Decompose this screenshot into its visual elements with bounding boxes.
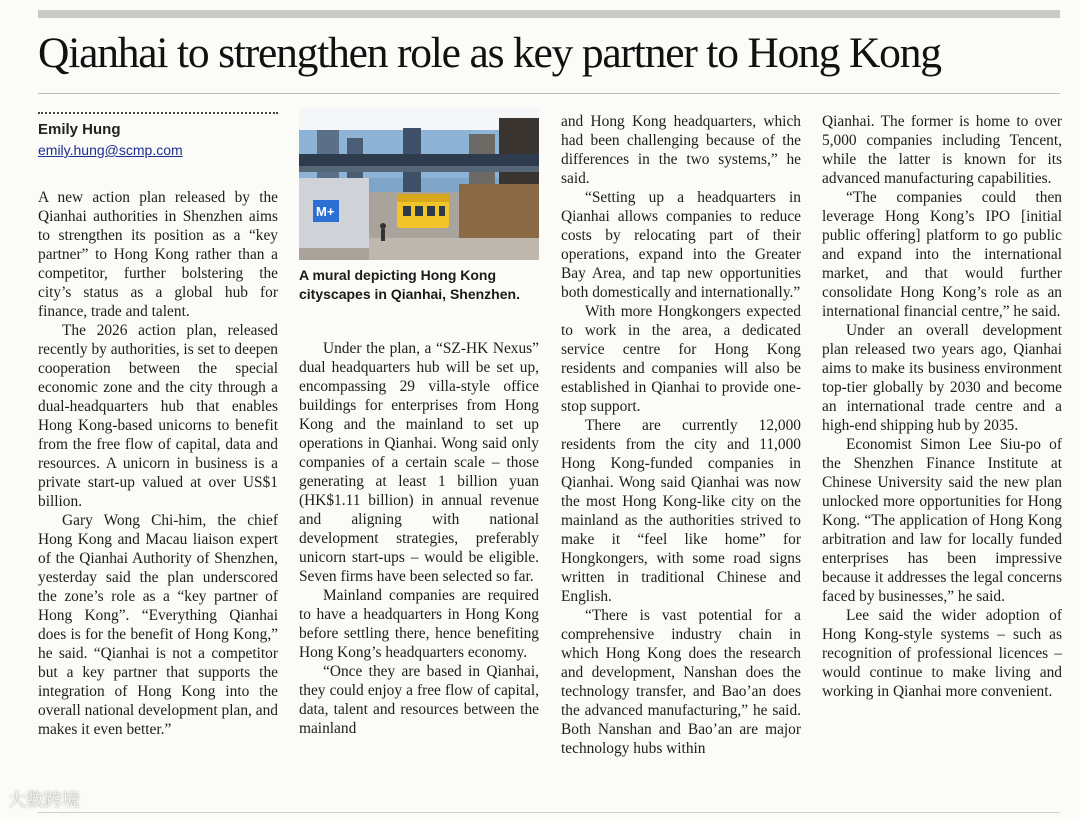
headline-rule [38, 93, 1060, 94]
bottom-rule [38, 812, 1060, 813]
headline: Qianhai to strengthen role as key partner to Hong Kong [38, 29, 941, 77]
article-column-2 [299, 339, 539, 738]
paragraph: Mainland companies are required to have a headquarters in Hong Kong before settling there, hence benefiting Hong Kong’s headquarters economy. [299, 587, 539, 661]
paragraph: With more Hongkongers expected to work in the area, a dedicated service centre for Hong Kong residents and companies will also be established in Qianhai to provide one-stop support. [561, 303, 801, 415]
paragraph: A new action plan released by the Qianhai authorities in Shenzhen aims to strengthen its position as a “key partner” to Hong Kong rather than a competitor, further bolstering the city’s status as a global hub for finance, trade and talent. [38, 189, 278, 320]
paragraph: and Hong Kong headquarters, which had been challenging because of the differences in the two systems,” he said. [561, 113, 801, 187]
paragraph: “Once they are based in Qianhai, they could enjoy a free flow of capital, data, talent and resources between the mainland [299, 663, 539, 737]
paragraph: Under an overall development plan released two years ago, Qianhai aims to make its business environment top-tier globally by 2030 and become an international trade centre and a high-end shipping hub by 2035. [822, 322, 1062, 434]
photo-caption: A mural depicting Hong Kong cityscapes in Qianhai, Shenzhen. [299, 267, 520, 302]
paragraph: Gary Wong Chi-him, the chief Hong Kong and Macau liaison expert of the Qianhai Authority of Shenzhen, yesterday said the plan underscored the zone’s role as a “key partner of Hong Kong”. “Everything Qianhai does is for the benefit of Hong Kong,” he said. “Qianhai is not a competitor but a key partner that supports the integration of Hong Kong into the overall national development plan, and makes it even better.” [38, 512, 278, 738]
paragraph: Economist Simon Lee Siu-po of the Shenzhen Finance Institute at Chinese University said the new plan unlocked more opportunities for Hong Kong. “The application of Hong Kong arbitration and law for locally funded enterprises has been impressive because it addresses the legal concerns faced by businesses,” he said. [822, 436, 1062, 605]
paragraph: Lee said the wider adoption of Hong Kong-style systems – such as recognition of professional licences – would continue to make living and working in Qianhai more convenient. [822, 607, 1062, 700]
article-column-3 [561, 112, 801, 758]
top-rule [38, 10, 1060, 18]
paragraph: Under the plan, a “SZ-HK Nexus” dual headquarters hub will be set up, encompassing 29 villa-style office buildings for enterprises from Hong Kong and the mainland to set up operations in Qianhai. Wong said only companies of a certain scale – those generating at least 1 billion yuan (HK$1.11 billion) in annual revenue and aligning with national development strategies, preferably unicorn start-ups – would be eligible. Seven firms have been selected so far. [299, 340, 539, 585]
paragraph: “The companies could then leverage Hong Kong’s IPO [initial public offering] platform to go public and expand into the international market, and that would further consolidate Hong Kong’s role as an international financial centre,” he said. [822, 189, 1062, 320]
mplus-sign: M+ [316, 204, 335, 219]
byline-dotted-rule [38, 112, 278, 114]
article-column-4 [822, 112, 1062, 701]
paragraph: There are currently 12,000 residents from the city and 11,000 Hong Kong-funded companies in Qianhai. Wong said Qianhai was now the most Hong Kong-like city on the mainland as the authorities strived to make it “feel like home” for Hongkongers, with some road signs written in traditional Chinese and English. [561, 417, 801, 605]
paragraph: Qianhai. The former is home to over 5,000 companies including Tencent, while the latter is known for its advanced manufacturing capabilities. [822, 113, 1062, 187]
paragraph: “There is vast potential for a comprehensive industry chain in which Hong Kong does the research and development, Nanshan does the technology transfer, and Bao’an does the advanced manufacturing,” he said. Both Nanshan and Bao’an are major technology hubs within [561, 607, 801, 757]
paragraph: The 2026 action plan, released recently by authorities, is set to deepen cooperation between the special economic zone and the city through a dual-headquarters hub that enables Hong Kong-based unicorns to benefit from the free flow of capital, data and resources. A unicorn in business is a private start-up valued at over US$1 billion. [38, 322, 278, 510]
article-column-1 [38, 188, 278, 739]
byline-author: Emily Hung [38, 121, 121, 138]
article-photo [299, 108, 539, 260]
mural-illustration [299, 108, 539, 260]
paragraph: “Setting up a headquarters in Qianhai allows companies to reduce costs by relocating part of their operations, expand into the Greater Bay Area, and tap new opportunities both domestically and internationally.” [561, 189, 801, 301]
author-email-link[interactable]: emily.hung@scmp.com [38, 142, 183, 158]
watermark-logo: 大数跨境 [8, 790, 80, 811]
